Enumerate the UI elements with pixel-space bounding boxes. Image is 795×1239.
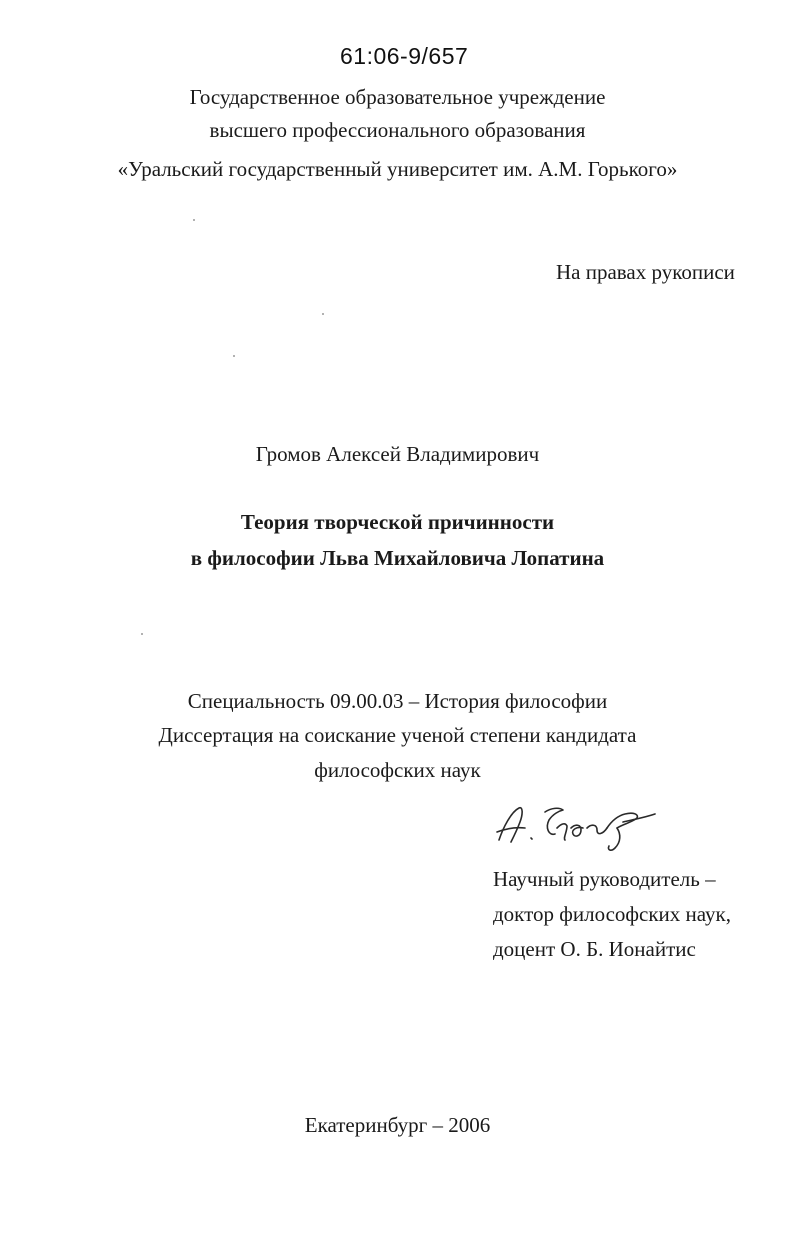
institution-line-2: высшего профессионального образования — [209, 118, 586, 142]
archive-code: 61:06-9/657 — [340, 43, 469, 69]
place-and-year: Екатеринбург – 2006 — [304, 1113, 491, 1137]
author-name: Громов Алексей Владимирович — [255, 442, 540, 466]
supervisor-line-2: доктор философских наук, — [493, 902, 731, 926]
manuscript-rights-note: На правах рукописи — [556, 260, 735, 284]
supervisor-line-1: Научный руководитель – — [493, 867, 716, 891]
institution-line-1: Государственное образовательное учреждение — [189, 85, 606, 109]
dissertation-title-line-2: в философии Льва Михайловича Лопатина — [190, 546, 605, 570]
dissertation-title-line-1: Теория творческой причинности — [240, 510, 555, 534]
institution-line-3: «Уральский государственный университет им. А.М. Горького» — [117, 157, 678, 181]
supervisor-line-3: доцент О. Б. Ионайтис — [493, 937, 696, 961]
scan-speck — [233, 355, 235, 357]
specialty-line: Специальность 09.00.03 – История философии — [187, 689, 608, 713]
handwritten-signature — [493, 798, 668, 858]
degree-line-2: философских наук — [314, 758, 481, 782]
scan-speck — [141, 633, 143, 635]
scan-speck — [193, 219, 195, 221]
degree-line-1: Диссертация на соискание ученой степени кандидата — [158, 723, 637, 747]
scan-speck — [322, 313, 324, 315]
